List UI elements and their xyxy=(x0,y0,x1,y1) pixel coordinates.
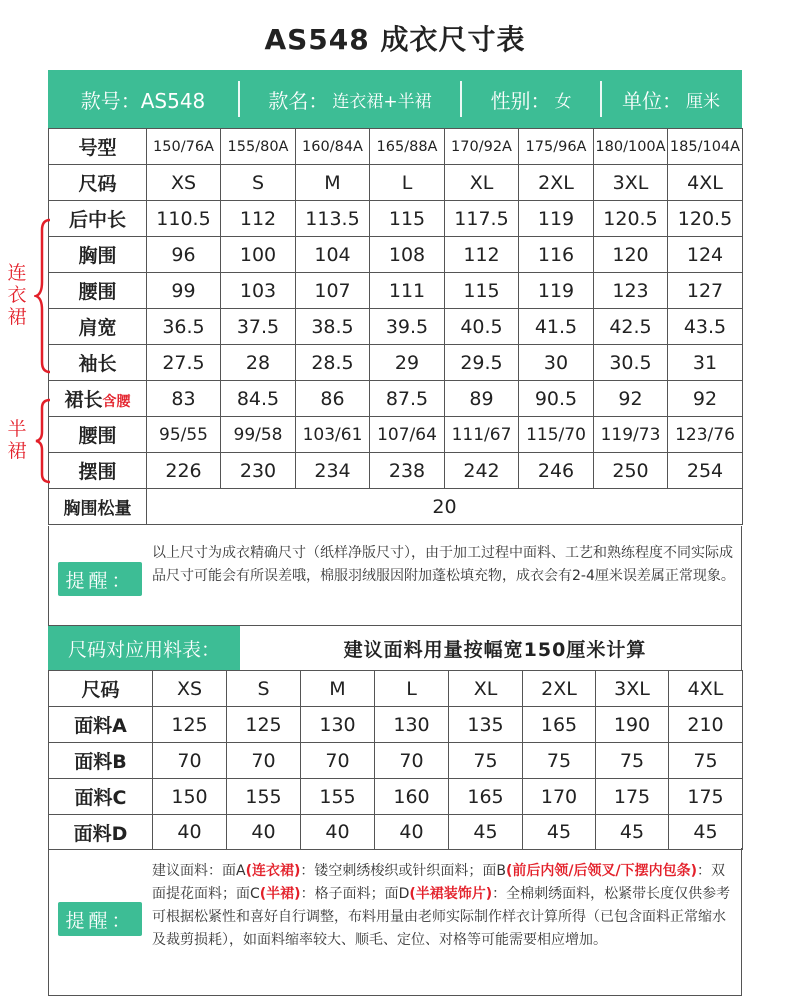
measure-cell: 115 xyxy=(445,273,519,309)
size-table xyxy=(48,128,743,525)
measure-cell: 90.5 xyxy=(519,381,594,417)
measure-cell: 119 xyxy=(519,201,594,237)
measure-cell: 242 xyxy=(445,453,519,489)
fabric-section-tag: 尺码对应用料表： xyxy=(48,626,240,670)
size-cell: L xyxy=(370,165,445,201)
unit xyxy=(602,70,740,128)
measure-cell: 119 xyxy=(519,273,594,309)
dress-side-char: 连 xyxy=(7,262,27,284)
fabric-label: 面料A xyxy=(49,707,153,743)
measure-cell: 100 xyxy=(221,237,296,273)
fabric-cell: 70 xyxy=(301,743,375,779)
measure-cell: 104 xyxy=(296,237,370,273)
skirt-length-label: 裙长 xyxy=(64,389,103,411)
fabric-note-highlight: (半裙装饰片) xyxy=(409,886,493,902)
fabric-cell: 75 xyxy=(449,743,523,779)
tip-badge: 提醒： xyxy=(58,902,142,936)
measure-cell: 107/64 xyxy=(370,417,445,453)
measure-cell: 103 xyxy=(221,273,296,309)
fabric-note-part: ：全棉刺绣面料，松紧带长度仅供参考可根据松紧性和喜好自行调整，布料用量由老师实际制作样衣计算所得（已包含面料正常缩水及裁剪损耗），如面料缩率较大、顺毛、定位、对格等可能需要相应增加。 xyxy=(152,886,731,948)
size-cell: 4XL xyxy=(668,165,743,201)
fabric-note-part: ：镂空刺绣梭织或针织面料；面B xyxy=(300,863,506,879)
fabric-note-text xyxy=(152,860,736,952)
fabric-cell: 70 xyxy=(227,743,301,779)
measure-label: 腰围 xyxy=(49,417,147,453)
measure-cell: 254 xyxy=(668,453,743,489)
fabric-size-row xyxy=(49,671,743,707)
fabric-note-part: 建议面料：面A xyxy=(152,863,246,879)
measure-cell: 123 xyxy=(594,273,668,309)
measure-cell: 120.5 xyxy=(668,201,743,237)
fabric-cell: 165 xyxy=(523,707,596,743)
gender xyxy=(462,70,600,128)
fabric-note-highlight: (半裙) xyxy=(259,886,301,902)
fabric-cell: 45 xyxy=(669,815,743,850)
measure-cell: 115 xyxy=(370,201,445,237)
spec-header-bar xyxy=(48,70,742,128)
chest-ease-row xyxy=(49,489,743,525)
skirt-side-char: 裙 xyxy=(7,440,27,462)
measure-cell: 83 xyxy=(147,381,221,417)
size-cell: S xyxy=(221,165,296,201)
measure-cell: 29.5 xyxy=(445,345,519,381)
measure-cell: 103/61 xyxy=(296,417,370,453)
measure-row-skirt-waist xyxy=(49,417,743,453)
measure-cell: 96 xyxy=(147,237,221,273)
fabric-label: 面料D xyxy=(49,815,153,850)
measure-cell: 31 xyxy=(668,345,743,381)
measure-cell: 226 xyxy=(147,453,221,489)
measure-cell: 112 xyxy=(445,237,519,273)
measure-cell: 40.5 xyxy=(445,309,519,345)
measure-cell: 115/70 xyxy=(519,417,594,453)
size-cell: XL xyxy=(445,165,519,201)
measure-row-skirt-length xyxy=(49,381,743,417)
skirt-side-label xyxy=(6,418,28,462)
measure-cell: 28.5 xyxy=(296,345,370,381)
waist-included-note: 含腰 xyxy=(102,394,131,410)
dress-side-char: 裙 xyxy=(7,306,27,328)
measure-label xyxy=(49,381,147,417)
measure-cell: 42.5 xyxy=(594,309,668,345)
fabric-row-a xyxy=(49,707,743,743)
size-cell: M xyxy=(296,165,370,201)
fabric-cell: 45 xyxy=(596,815,669,850)
fabric-cell: 75 xyxy=(523,743,596,779)
unit-key: 单位： xyxy=(622,88,682,113)
page-title: AS548 成衣尺寸表 xyxy=(264,23,526,56)
fabric-cell: 45 xyxy=(523,815,596,850)
measure-cell: 112 xyxy=(221,201,296,237)
fabric-size-cell: XS xyxy=(153,671,227,707)
measure-cell: 92 xyxy=(594,381,668,417)
model-cell: 185/104A xyxy=(668,129,743,165)
measure-cell: 110.5 xyxy=(147,201,221,237)
measure-cell: 111 xyxy=(370,273,445,309)
style-name-key: 款名： xyxy=(268,88,329,113)
fabric-cell: 175 xyxy=(596,779,669,815)
fabric-cell: 160 xyxy=(375,779,449,815)
model-cell: 170/92A xyxy=(445,129,519,165)
fabric-size-cell: S xyxy=(227,671,301,707)
measure-label: 腰围 xyxy=(49,273,147,309)
measure-cell: 117.5 xyxy=(445,201,519,237)
measure-cell: 30 xyxy=(519,345,594,381)
fabric-cell: 130 xyxy=(375,707,449,743)
fabric-label: 面料C xyxy=(49,779,153,815)
measure-cell: 120.5 xyxy=(594,201,668,237)
measure-cell: 30.5 xyxy=(594,345,668,381)
model-label: 号型 xyxy=(49,129,147,165)
fabric-label: 面料B xyxy=(49,743,153,779)
dress-side-label xyxy=(6,262,28,328)
fabric-cell: 70 xyxy=(375,743,449,779)
fabric-size-cell: L xyxy=(375,671,449,707)
chest-ease-value: 20 xyxy=(147,489,743,525)
measure-row-back-length xyxy=(49,201,743,237)
tolerance-note-text: 以上尺寸为成衣精确尺寸（纸样净版尺寸），由于加工过程中面料、工艺和熟练程度不同实际成品尺寸可能会有所误差哦，棉服羽绒服因附加蓬松填充物，成衣会有2-4厘米误差属正常现象。 xyxy=(152,545,735,584)
size-cell: XS xyxy=(147,165,221,201)
size-cell: 2XL xyxy=(519,165,594,201)
measure-cell: 95/55 xyxy=(147,417,221,453)
measure-label: 胸围 xyxy=(49,237,147,273)
dress-brace-icon xyxy=(34,218,52,374)
measure-cell: 99/58 xyxy=(221,417,296,453)
unit-value: 厘米 xyxy=(686,91,720,112)
measure-cell: 39.5 xyxy=(370,309,445,345)
measure-cell: 84.5 xyxy=(221,381,296,417)
tip-badge: 提醒： xyxy=(58,562,142,596)
skirt-side-char: 半 xyxy=(7,418,27,440)
fabric-cell: 40 xyxy=(301,815,375,850)
fabric-section-title: 建议面料用量按幅宽150厘米计算 xyxy=(343,638,647,661)
fabric-note-part: ：格子面料；面D xyxy=(300,886,410,902)
measure-cell: 124 xyxy=(668,237,743,273)
header-divider xyxy=(460,81,462,117)
measure-cell: 87.5 xyxy=(370,381,445,417)
measure-cell: 43.5 xyxy=(668,309,743,345)
gender-value: 女 xyxy=(554,91,572,112)
skirt-brace-icon xyxy=(34,398,52,484)
fabric-size-label: 尺码 xyxy=(49,671,153,707)
style-number-text: 款号：AS548 xyxy=(80,88,206,113)
measure-cell: 38.5 xyxy=(296,309,370,345)
fabric-cell: 75 xyxy=(669,743,743,779)
fabric-note-highlight: (连衣裙) xyxy=(245,863,301,879)
measure-row-shoulder xyxy=(49,309,743,345)
fabric-cell: 75 xyxy=(596,743,669,779)
measure-cell: 86 xyxy=(296,381,370,417)
measure-cell: 41.5 xyxy=(519,309,594,345)
measure-cell: 89 xyxy=(445,381,519,417)
measure-cell: 119/73 xyxy=(594,417,668,453)
measure-cell: 99 xyxy=(147,273,221,309)
measure-cell: 28 xyxy=(221,345,296,381)
fabric-cell: 155 xyxy=(227,779,301,815)
style-number xyxy=(48,70,238,128)
fabric-cell: 40 xyxy=(375,815,449,850)
fabric-cell: 165 xyxy=(449,779,523,815)
measure-cell: 120 xyxy=(594,237,668,273)
fabric-size-cell: M xyxy=(301,671,375,707)
fabric-cell: 210 xyxy=(669,707,743,743)
fabric-cell: 175 xyxy=(669,779,743,815)
measure-row-waist xyxy=(49,273,743,309)
measure-cell: 111/67 xyxy=(445,417,519,453)
size-cell: 3XL xyxy=(594,165,668,201)
size-label: 尺码 xyxy=(49,165,147,201)
gender-key: 性别： xyxy=(490,88,551,113)
fabric-cell: 40 xyxy=(227,815,301,850)
fabric-size-cell: 3XL xyxy=(596,671,669,707)
fabric-cell: 155 xyxy=(301,779,375,815)
fabric-cell: 125 xyxy=(227,707,301,743)
fabric-cell: 40 xyxy=(153,815,227,850)
measure-cell: 29 xyxy=(370,345,445,381)
model-cell: 175/96A xyxy=(519,129,594,165)
fabric-note-highlight: (前后内领/后领叉/下摆内包条) xyxy=(505,863,698,879)
header-divider xyxy=(600,81,602,117)
measure-cell: 127 xyxy=(668,273,743,309)
fabric-row-d xyxy=(49,815,743,850)
model-cell: 160/84A xyxy=(296,129,370,165)
measure-cell: 246 xyxy=(519,453,594,489)
fabric-row-b xyxy=(49,743,743,779)
fabric-row-c xyxy=(49,779,743,815)
fabric-cell: 130 xyxy=(301,707,375,743)
fabric-cell: 135 xyxy=(449,707,523,743)
header-divider xyxy=(238,81,240,117)
model-cell: 180/100A xyxy=(594,129,668,165)
measure-cell: 238 xyxy=(370,453,445,489)
fabric-note-part: ：双面提花面料；面C xyxy=(152,863,726,902)
style-name xyxy=(240,70,460,128)
model-row xyxy=(49,129,743,165)
measure-row-chest xyxy=(49,237,743,273)
fabric-cell: 170 xyxy=(523,779,596,815)
measure-cell: 27.5 xyxy=(147,345,221,381)
measure-cell: 113.5 xyxy=(296,201,370,237)
measure-label: 后中长 xyxy=(49,201,147,237)
dress-side-char: 衣 xyxy=(7,284,27,306)
measure-cell: 230 xyxy=(221,453,296,489)
style-name-value: 连衣裙+半裙 xyxy=(332,91,432,112)
fabric-table xyxy=(48,670,743,850)
measure-cell: 36.5 xyxy=(147,309,221,345)
measure-cell: 108 xyxy=(370,237,445,273)
measure-cell: 123/76 xyxy=(668,417,743,453)
measure-cell: 107 xyxy=(296,273,370,309)
model-cell: 155/80A xyxy=(221,129,296,165)
measure-cell: 116 xyxy=(519,237,594,273)
measure-row-sleeve xyxy=(49,345,743,381)
fabric-size-cell: 2XL xyxy=(523,671,596,707)
fabric-size-cell: 4XL xyxy=(669,671,743,707)
measure-label: 摆围 xyxy=(49,453,147,489)
fabric-cell: 190 xyxy=(596,707,669,743)
measure-cell: 92 xyxy=(668,381,743,417)
model-cell: 150/76A xyxy=(147,129,221,165)
measure-row-hem xyxy=(49,453,743,489)
measure-label: 袖长 xyxy=(49,345,147,381)
measure-cell: 234 xyxy=(296,453,370,489)
fabric-cell: 45 xyxy=(449,815,523,850)
fabric-cell: 70 xyxy=(153,743,227,779)
measure-cell: 37.5 xyxy=(221,309,296,345)
size-row xyxy=(49,165,743,201)
fabric-cell: 125 xyxy=(153,707,227,743)
chest-ease-label: 胸围松量 xyxy=(49,489,147,525)
model-cell: 165/88A xyxy=(370,129,445,165)
fabric-size-cell: XL xyxy=(449,671,523,707)
measure-cell: 250 xyxy=(594,453,668,489)
fabric-cell: 150 xyxy=(153,779,227,815)
measure-label: 肩宽 xyxy=(49,309,147,345)
